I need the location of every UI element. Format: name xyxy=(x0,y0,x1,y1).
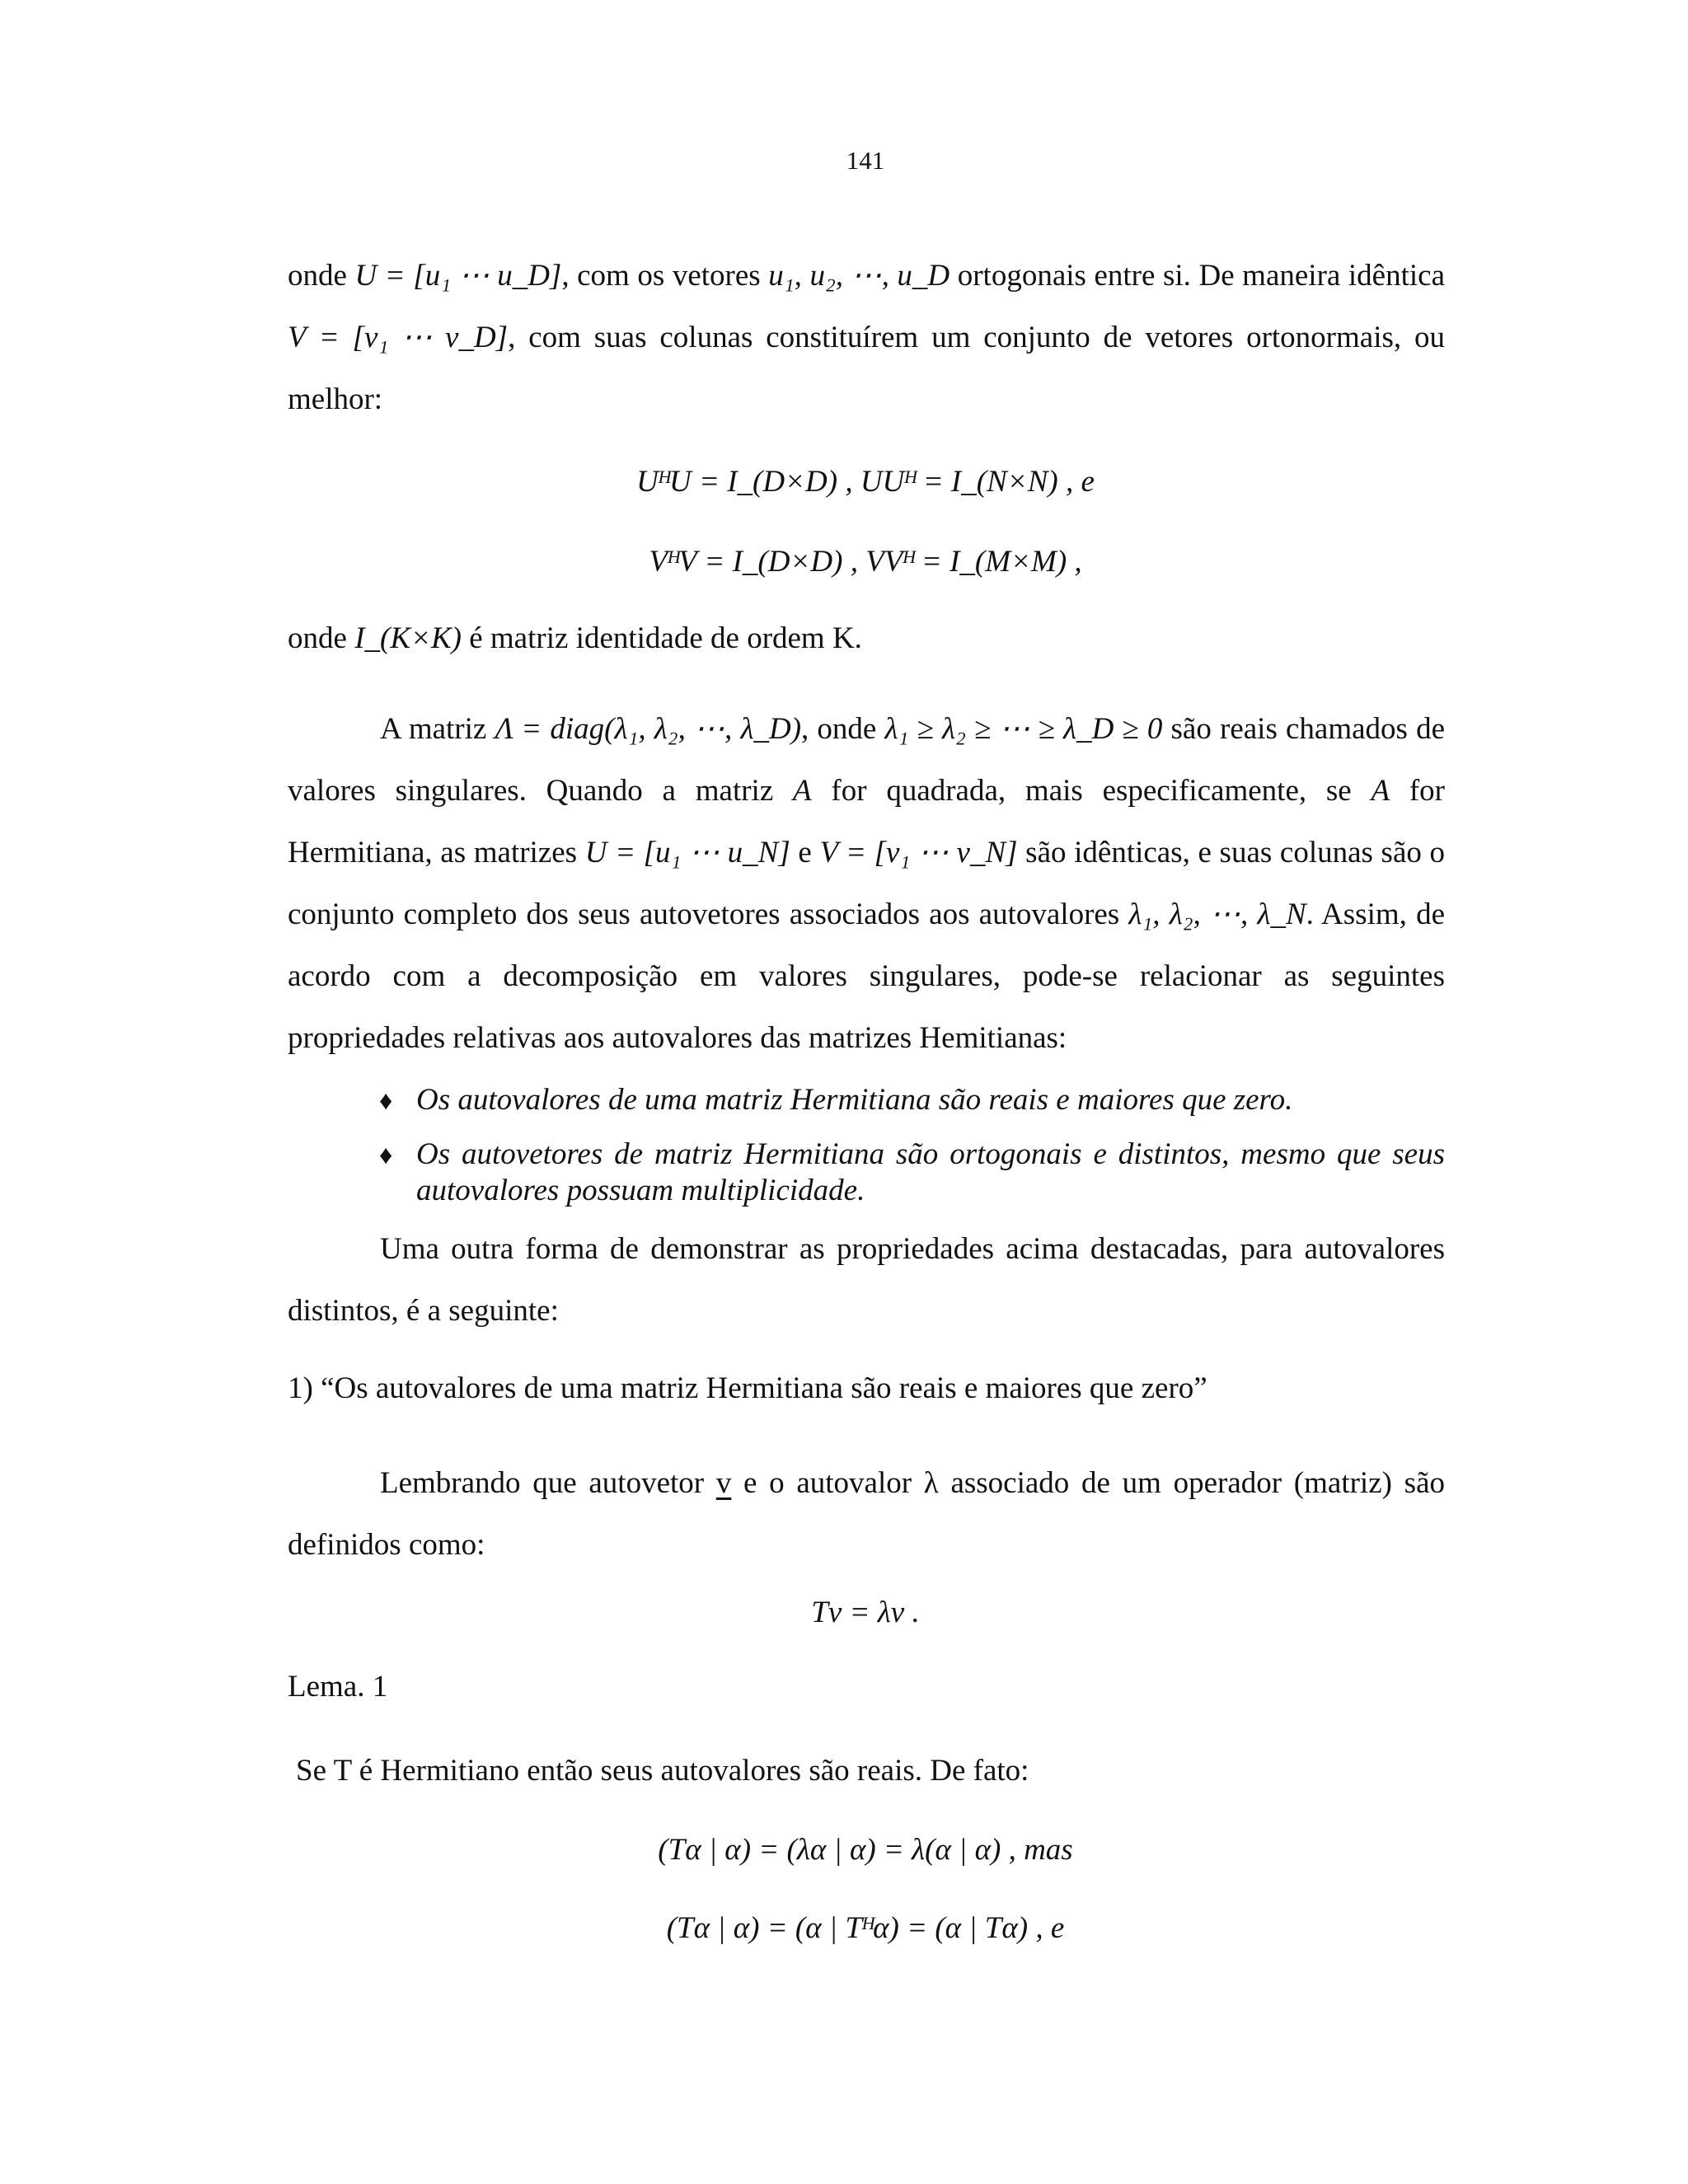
lemma-heading: Lema. 1 xyxy=(288,1670,388,1704)
diamond-bullet-icon: ♦ xyxy=(379,1140,393,1169)
text: é matriz identidade de ordem K. xyxy=(461,621,862,655)
property-heading: 1) “Os autovalores de uma matriz Hermitiana são reais e maiores que zero” xyxy=(288,1371,1207,1405)
paragraph-eigen-definition xyxy=(288,1452,1445,1576)
paragraph-demonstration: Uma outra forma de demonstrar as propriedades acima destacadas, para autovalores distintos, é a seguinte: xyxy=(288,1232,1445,1328)
eigenvector-symbol: v xyxy=(715,1466,732,1500)
paragraph-svd-vectors xyxy=(288,245,1445,430)
paragraph-identity xyxy=(288,618,862,659)
equation-u-full: U = [u₁ ⋯ u_N] xyxy=(584,836,790,869)
equation-inner-product-2: (Tα | α) = (α | Tᴴα) = (α | Tα) , e xyxy=(666,1911,1065,1945)
text: for quadrada, mais especificamente, se xyxy=(811,774,1372,808)
text: , com suas colunas constituírem um conjunto de vetores ortonormais, ou melhor: xyxy=(288,321,1445,416)
text: for Hermitiana, as matrizes xyxy=(288,774,1445,869)
equation-eigen: Tv = λv . xyxy=(811,1596,920,1629)
equation-identity: I_(K×K) xyxy=(354,621,462,655)
eigenvalue-symbol: λ xyxy=(923,1466,939,1500)
list-item xyxy=(379,1137,1445,1209)
text: associado de um operador (matriz) são definidos como: xyxy=(288,1466,1445,1562)
text: Lembrando que autovetor xyxy=(380,1466,716,1500)
paragraph-singular-values xyxy=(288,698,1445,1069)
equation-v-matrix: V = [v₁ ⋯ v_D] xyxy=(288,321,509,354)
equation-v-full: V = [v₁ ⋯ v_N] xyxy=(819,836,1018,869)
diamond-bullet-icon: ♦ xyxy=(379,1085,393,1115)
matrix-a: A xyxy=(1371,774,1390,808)
equation-u-orthonormal: UᴴU = I_(D×D) , UUᴴ = I_(N×N) , e xyxy=(636,465,1095,499)
text: , com os vetores xyxy=(561,259,761,293)
text: são reais chamados de valores singulares. Quando a matriz xyxy=(288,712,1445,808)
equation-inner-product-1: (Tα | α) = (λα | α) = λ(α | α) , mas xyxy=(658,1833,1073,1867)
equation-v-orthonormal: VᴴV = I_(D×D) , VVᴴ = I_(M×M) , xyxy=(649,545,1082,579)
equation-lambda-order: λ₁ ≥ λ₂ ≥ ⋯ ≥ λ_D ≥ 0 xyxy=(884,712,1163,746)
text: e xyxy=(790,836,820,869)
equation-eigenvalues: λ₁, λ₂, ⋯, λ_N xyxy=(1128,898,1306,931)
equation-u-vectors: u₁, u₂, ⋯, u_D xyxy=(768,259,950,293)
list-item-text: Os autovetores de matriz Hermitiana são ortogonais e distintos, mesmo que seus autovalores possuam multiplicidade. xyxy=(416,1137,1445,1207)
text: , onde xyxy=(801,712,885,746)
text: A matriz xyxy=(380,712,495,746)
text: ortogonais entre si. De maneira idêntica xyxy=(950,259,1445,293)
text: são idênticas, e suas colunas são o conjunto completo dos seus autovetores associados aos autovalores xyxy=(288,836,1445,931)
lemma-statement: Se T é Hermitiano então seus autovalores são reais. De fato: xyxy=(296,1754,1029,1788)
text: e o autovalor xyxy=(731,1466,924,1500)
text: onde xyxy=(288,621,347,655)
text: . Assim, de acordo com a decomposição em valores singulares, pode-se relacionar as seguintes propriedades relativas aos autovalores das matrizes Hemitianas: xyxy=(288,898,1445,1055)
page-number: 141 xyxy=(846,146,885,175)
list-item xyxy=(379,1082,1445,1118)
text: onde xyxy=(288,259,347,293)
list-item-text: Os autovalores de uma matriz Hermitiana são reais e maiores que zero. xyxy=(416,1083,1293,1117)
property-list xyxy=(379,1082,1445,1227)
matrix-a: A xyxy=(793,774,812,808)
equation-u-matrix: U = [u₁ ⋯ u_D] xyxy=(354,259,562,293)
equation-lambda-diag: Λ = diag(λ₁, λ₂, ⋯, λ_D) xyxy=(495,712,802,746)
